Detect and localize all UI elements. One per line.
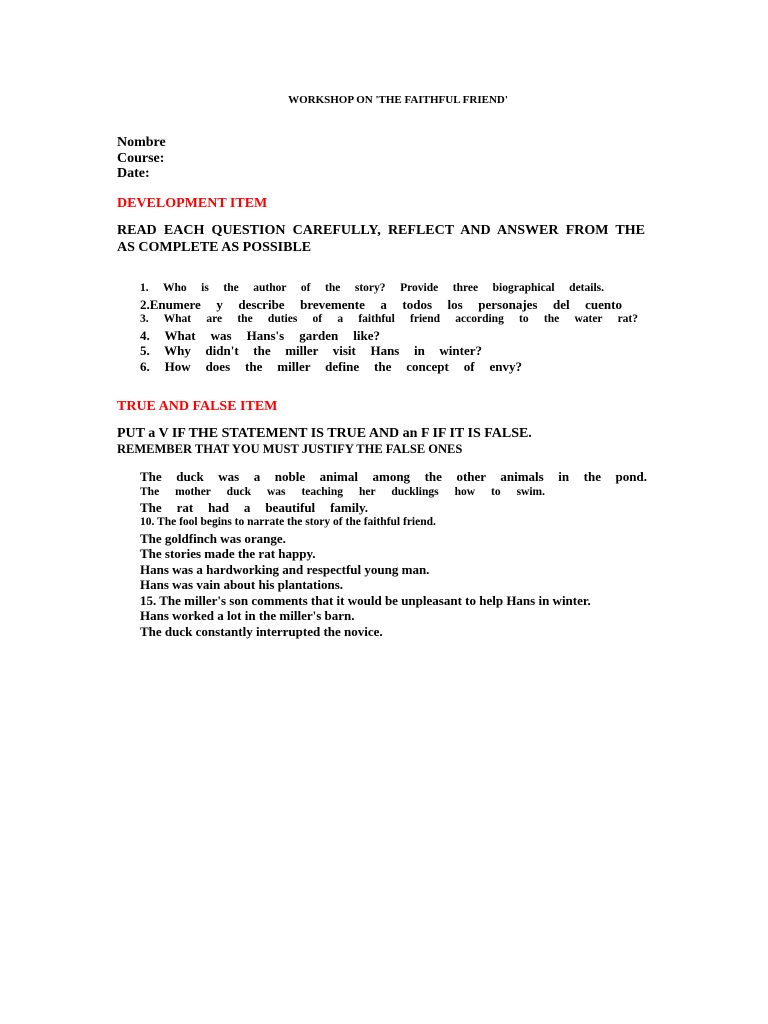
document-title: WORKSHOP ON 'THE FAITHFUL FRIEND' (288, 94, 508, 106)
question-5: 5. Why didn't the miller visit Hans in winter? (140, 343, 482, 358)
statement-8: Hans was vain about his plantations. (140, 577, 344, 592)
statement-7: Hans was a hardworking and respectful young man. (140, 562, 430, 577)
statement-3: The rat had a beautiful family. (140, 500, 368, 515)
course-field-label: Course: (117, 151, 165, 166)
question-4: 4. What was Hans's garden like? (140, 328, 380, 343)
development-instruction-line2: AS COMPLETE AS POSSIBLE (117, 240, 312, 255)
statement-5: The goldfinch was orange. (140, 531, 286, 546)
question-1: 1. Who is the author of the story? Provide three biographical details. (140, 282, 604, 294)
statement-4: 10. The fool begins to narrate the story of the faithful friend. (140, 516, 436, 528)
question-6: 6. How does the miller define the concept of envy? (140, 359, 522, 374)
date-field-label: Date: (117, 166, 150, 181)
statement-6: The stories made the rat happy. (140, 546, 316, 561)
development-heading: DEVELOPMENT ITEM (117, 196, 268, 211)
development-instruction-line1: READ EACH QUESTION CAREFULLY, REFLECT AND ANSWER FROM THE (117, 223, 645, 238)
statement-9: 15. The miller's son comments that it would be unpleasant to help Hans in winter. (140, 593, 591, 608)
statement-10: Hans worked a lot in the miller's barn. (140, 608, 355, 623)
name-field-label: Nombre (117, 135, 166, 150)
true-false-heading: TRUE AND FALSE ITEM (117, 399, 278, 414)
statement-11: The duck constantly interrupted the novice. (140, 624, 383, 639)
development-instruction (117, 222, 645, 256)
true-false-sub-instruction: REMEMBER THAT YOU MUST JUSTIFY THE FALSE ONES (117, 442, 463, 456)
question-2: 2.Enumere y describe brevemente a todos los personajes del cuento (140, 297, 622, 312)
statement-2: The mother duck was teaching her ducklings how to swim. (140, 486, 545, 498)
question-3: 3. What are the duties of a faithful friend according to the water rat? (140, 313, 638, 325)
statement-1: The duck was a noble animal among the other animals in the pond. (140, 469, 647, 484)
true-false-instruction: PUT a V IF THE STATEMENT IS TRUE AND an F IF IT IS FALSE. (117, 426, 532, 441)
